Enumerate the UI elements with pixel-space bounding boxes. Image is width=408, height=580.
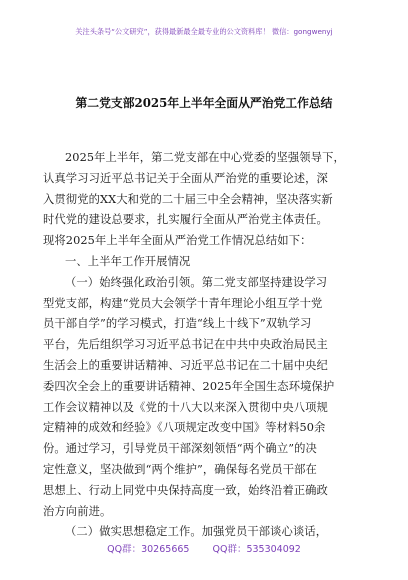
paragraph-line: 委四次全会上的重要讲话精神、2025年全国生态环境保护	[43, 379, 335, 393]
paragraph-line: 治方向前进。	[43, 504, 112, 518]
paragraph-line: 时代党的建设总要求，扎实履行全面从严治党主体责任。	[43, 213, 328, 227]
paragraph-line: 认真学习习近平总书记关于全面从严治党的重要论述，深	[43, 171, 328, 185]
paragraph-line: 份。通过学习，引导党员干部深刻领悟“两个确立”的决	[43, 442, 317, 456]
header-note: 关注头条号“公文研究”，获得最新最全最专业的公文资料库！ 微信：gongwenyj	[75, 27, 333, 36]
document-title: 第二党支部2025年上半年全面从严治党工作总结	[75, 96, 333, 110]
qq-group-2: QQ群：535304092	[212, 544, 301, 555]
paragraph-line: 入贯彻党的XX大和党的二十届三中全会精神，坚决落实新	[43, 192, 333, 206]
paragraph-line: 定性意义，坚决做到“两个维护”，确保每名党员干部在	[43, 462, 317, 476]
qq-group-1: QQ群：30265665	[107, 544, 190, 555]
footer-qq-groups	[0, 541, 408, 555]
paragraph-line: 型党支部，构建“党员大会领学十青年理论小组互学十党	[43, 296, 323, 310]
paragraph-line: 定精神的成效和经验》《八项规定改变中国》等材料50余	[43, 421, 326, 435]
paragraph-line: 思想上、行动上同党中央保持高度一致，始终沿着正确政	[43, 483, 328, 497]
paragraph-line: 现将2025年上半年全面从严治党工作情况总结如下：	[43, 234, 312, 248]
paragraph-line: （一）始终强化政治引领。第二党支部坚持建设学习	[65, 275, 328, 289]
paragraph-line: 2025年上半年，第二党支部在中心党委的坚强领导下，	[65, 151, 345, 164]
paragraph-line: （二）做实思想稳定工作。加强党员干部谈心谈话，	[65, 525, 328, 539]
document-body	[43, 148, 363, 543]
paragraph-line: 生活会上的重要讲话精神、习近平总书记在二十届中央纪	[43, 358, 328, 372]
section-heading: 一、上半年工作开展情况	[65, 254, 191, 268]
paragraph-line: 员干部自学”的学习模式，打造“线上十线下”双轨学习	[43, 317, 312, 331]
paragraph-line: 工作会议精神以及《党的十八大以来深入贯彻中央八项规	[43, 400, 328, 414]
paragraph-line: 平台，先后组织学习习近平总书记在中共中央政治局民主	[43, 338, 328, 352]
